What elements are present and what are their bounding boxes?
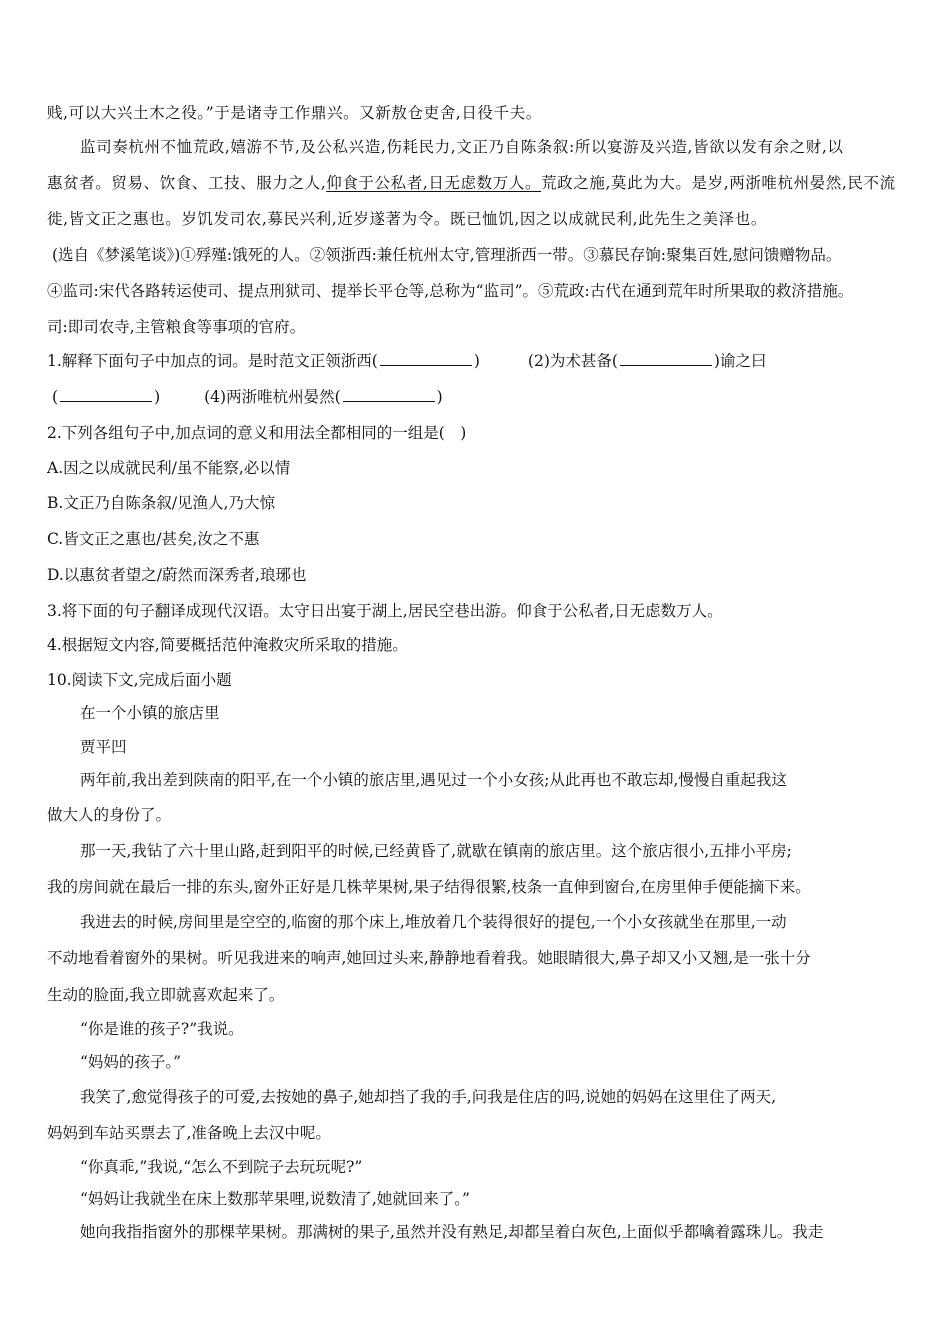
- question-1-cont: [52, 387, 912, 407]
- q1-close-2: ): [154, 388, 161, 406]
- option-a: A.因之以成就民利/虽不能察,必以情: [47, 459, 291, 477]
- question-4: 4.根据短文内容,简要概括范仲淹救灾所采取的措施。: [47, 636, 408, 654]
- answer-blank-4[interactable]: [343, 387, 435, 402]
- q1-open: (: [52, 388, 59, 406]
- annotation-line-3: 司:即司农寺,主管粮食等事项的官府。: [47, 318, 306, 336]
- story-p5-line-1: 她向我指指窗外的那棵苹果树。那满树的果子,虽然并没有熟足,却都呈着白灰色,上面似乎都噙着露珠儿。我走: [80, 1223, 824, 1241]
- question-2: 2.下列各组句子中,加点词的意义和用法全都相同的一组是( ): [47, 424, 467, 442]
- story-author: 贾平凹: [80, 738, 127, 756]
- q1-item-4: (4)两浙唯杭州晏然(: [204, 388, 341, 406]
- classical-line-4: 徙,皆文正之惠也。岁饥发司农,募民兴利,近岁遂著为令。既已恤饥,因之以成就民利,此先生之美泽也。: [47, 210, 767, 228]
- dialogue-1: “你是谁的孩子?”我说。: [80, 1020, 244, 1038]
- option-d: D.以惠贫者望之/蔚然而深秀者,琅琊也: [47, 566, 307, 584]
- story-p1-line-1: 两年前,我出差到陕南的阳平,在一个小镇的旅店里,遇见过一个小女孩;从此再也不敢忘却,慢慢自重起我这: [80, 771, 787, 789]
- q1-text: 1.解释下面句子中加点的词。是时范文正领浙西(: [47, 352, 378, 370]
- annotation-line-1: (选自《梦溪笔谈》)①殍殣:饿死的人。②领浙西:兼任杭州太守,管理浙西一带。③慕民存饷:聚集百姓,慰问馈赠物品。: [52, 246, 842, 264]
- story-p4-line-2: 妈妈到车站买票去了,准备晚上去汉中呢。: [47, 1124, 331, 1142]
- dialogue-4: “妈妈让我就坐在床上数那苹果哩,说数清了,她就回来了。”: [80, 1190, 470, 1208]
- q1-item-2: (2)为术甚备(: [527, 352, 618, 370]
- story-p3-line-1: 我进去的时候,房间里是空空的,临窗的那个床上,堆放着几个装得很好的提包,一个小女孩就坐在那里,一动: [80, 913, 787, 931]
- story-p4-line-1: 我笑了,愈觉得孩子的可爱,去按她的鼻子,她却挡了我的手,问我是住店的吗,说她的妈妈在这里住了两天,: [80, 1088, 777, 1106]
- q1-close-3: ): [436, 388, 443, 406]
- story-p2-line-1: 那一天,我钻了六十里山路,赶到阳平的时候,已经黄昏了,就歇在镇南的旅店里。这个旅店很小,五排小平房;: [80, 842, 792, 860]
- underlined-sentence: 仰食于公私者,日无虑数万人。: [326, 174, 542, 192]
- dialogue-3: “你真乖,”我说,“怎么不到院子去玩玩呢?”: [80, 1158, 363, 1176]
- classical-line-3: [47, 173, 907, 193]
- question-1: [47, 351, 907, 371]
- annotation-line-2: ④监司:宋代各路转运使司、提点刑狱司、提举长平仓等,总称为“监司”。⑤荒政:古代在通到荒年时所果取的救济措施。: [47, 282, 854, 300]
- option-c: C.皆文正之惠也/甚矣,汝之不惠: [47, 530, 260, 548]
- q1-item-3: )谕之曰: [713, 352, 767, 370]
- option-b: B.文正乃自陈条叙/见渔人,乃大惊: [47, 494, 275, 512]
- story-p3-line-3: 生动的脸面,我立即就喜欢起来了。: [47, 986, 285, 1004]
- classical-line-3-b: 荒政之施,莫此为大。是岁,两浙唯杭州晏然,民不流: [541, 174, 896, 192]
- q1-close: ): [473, 352, 480, 370]
- dialogue-2: “妈妈的孩子。”: [80, 1053, 182, 1071]
- classical-line-1: 贱,可以大兴土木之役。”于是诸寺工作鼎兴。又新敖仓吏舍,日役千夫。: [47, 104, 542, 122]
- story-title: 在一个小镇的旅店里: [80, 704, 220, 722]
- story-p3-line-2: 不动地看着窗外的果树。听见我进来的响声,她回过头来,静静地看着我。她眼睛很大,鼻子却又小又翘,是一张十分: [47, 949, 811, 967]
- question-10: 10.阅读下文,完成后面小题: [47, 671, 232, 689]
- story-p1-line-2: 做大人的身份了。: [47, 806, 172, 824]
- story-p2-line-2: 我的房间就在最后一排的东头,窗外正好是几株苹果树,果子结得很繁,枝条一直伸到窗台,在房里伸手便能摘下来。: [47, 878, 811, 896]
- answer-blank-1[interactable]: [380, 351, 472, 366]
- classical-line-2: 监司奏杭州不恤荒政,嬉游不节,及公私兴造,伤耗民力,文正乃自陈条叙:所以宴游及兴造,皆欲以发有余之财,以: [80, 138, 844, 156]
- answer-blank-3[interactable]: [60, 387, 152, 402]
- question-3: 3.将下面的句子翻译成现代汉语。太守日出宴于湖上,居民空巷出游。仰食于公私者,日无虑数万人。: [47, 602, 723, 620]
- classical-line-3-a: 惠贫者。贸易、饮食、工技、服力之人,: [47, 174, 327, 192]
- answer-blank-2[interactable]: [620, 351, 712, 366]
